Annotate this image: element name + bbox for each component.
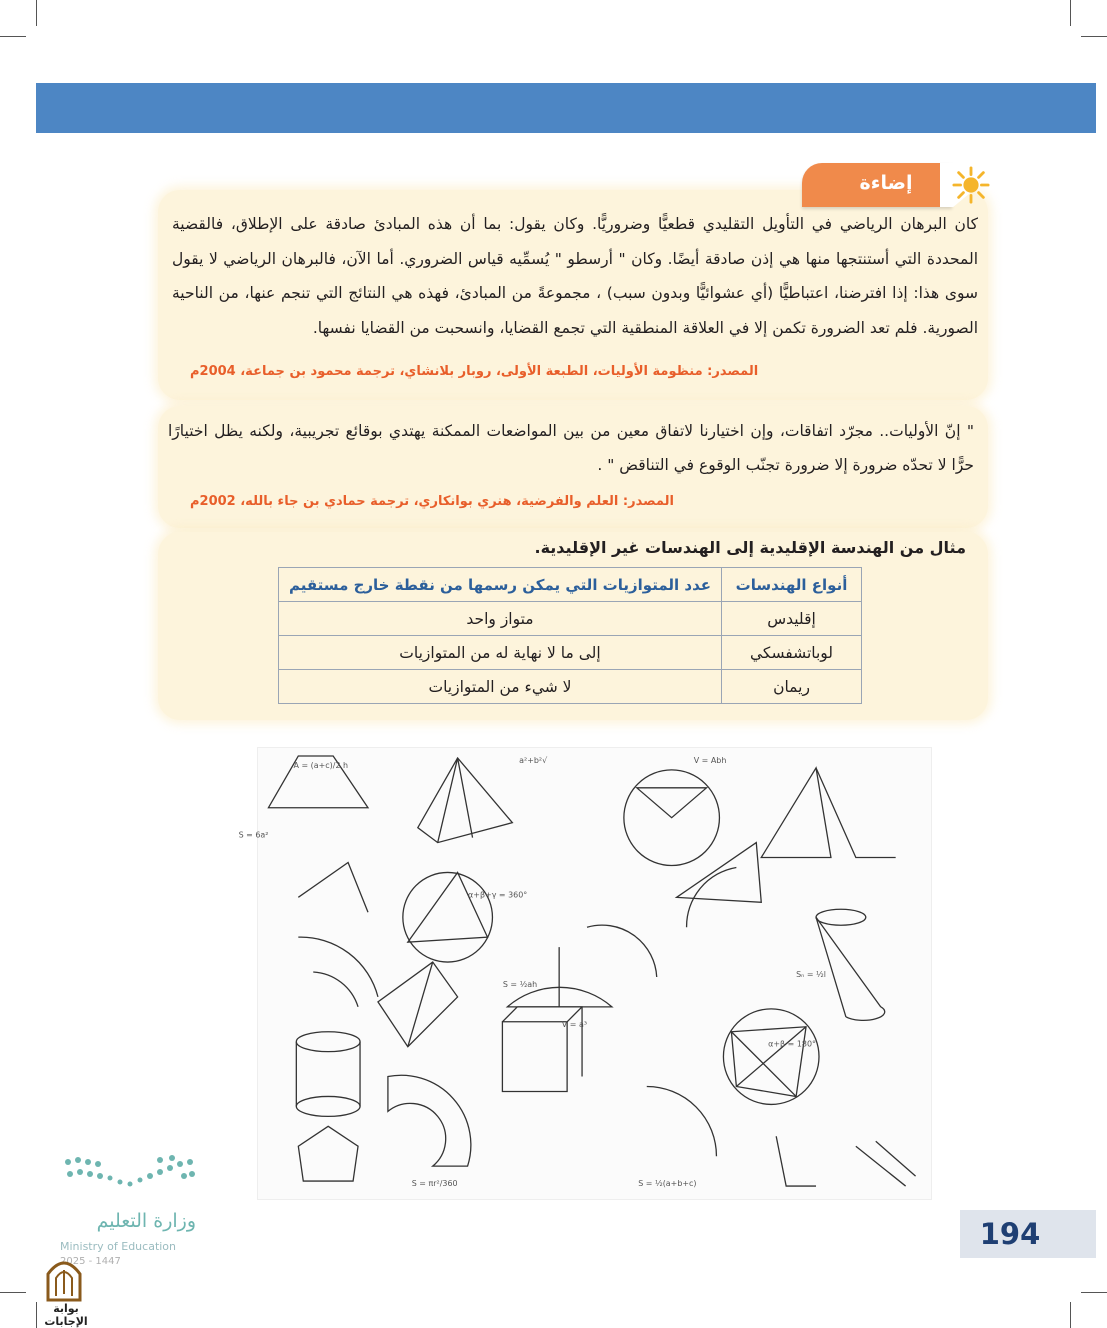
portal-logo-icon xyxy=(44,1256,84,1302)
sun-icon xyxy=(952,166,990,204)
geometries-table xyxy=(278,567,862,704)
cell-type: لوباتشفسكي xyxy=(722,636,862,670)
ministry-name-en: Ministry of Education xyxy=(60,1240,177,1253)
callout-tag-label: إضاءة xyxy=(859,172,913,194)
svg-text:√a²+b²: √a²+b² xyxy=(519,755,548,765)
svg-text:S = πr²/360: S = πr²/360 xyxy=(411,1179,458,1189)
header-type: أنواع الهندسات xyxy=(722,568,862,602)
crop-mark xyxy=(1070,1302,1071,1328)
geometry-sketch-image xyxy=(238,747,932,1200)
cell-parallels: لا شيء من المتوازيات xyxy=(279,670,722,704)
table-header-row xyxy=(279,568,862,602)
crop-mark xyxy=(0,36,26,37)
ministry-year: 2025 - 1447 xyxy=(60,1256,121,1267)
cell-parallels: إلى ما لا نهاية له من المتوازيات xyxy=(279,636,722,670)
table-row xyxy=(279,602,862,636)
svg-text:α+β = 180°: α+β = 180° xyxy=(768,1039,817,1049)
svg-text:V = Abh: V = Abh xyxy=(693,755,727,765)
page-number: 194 xyxy=(979,1217,1041,1251)
svg-text:S = 6a²: S = 6a² xyxy=(238,830,269,840)
table-row xyxy=(279,670,862,704)
cell-type: إقليدس xyxy=(722,602,862,636)
table-title: مثال من الهندسة الإقليدية إلى الهندسات غير الإقليدية. xyxy=(534,538,966,557)
header-band xyxy=(36,83,1096,133)
svg-text:S = ½(a+b+c): S = ½(a+b+c) xyxy=(638,1179,697,1189)
svg-text:A = (a+c)/2 h: A = (a+c)/2 h xyxy=(293,760,349,770)
svg-text:S = ½ah: S = ½ah xyxy=(502,979,538,989)
portal-label: بوابة الإجابات xyxy=(44,1302,88,1328)
cell-parallels: متواز واحد xyxy=(279,602,722,636)
callout-source: المصدر: منظومة الأوليات، الطبعة الأولى، روبار بلانشاي، ترجمة محمود بن جماعة، 2004م xyxy=(190,364,759,379)
ministry-logo-icon xyxy=(60,1152,200,1202)
crop-mark xyxy=(36,0,37,26)
svg-text:V = a³: V = a³ xyxy=(561,1019,588,1029)
crop-mark xyxy=(1070,0,1071,26)
svg-text:α+β+γ = 360°: α+β+γ = 360° xyxy=(468,890,528,900)
ministry-name-ar: وزارة التعليم xyxy=(96,1210,196,1232)
table-row xyxy=(279,636,862,670)
crop-mark xyxy=(0,1292,26,1293)
header-parallels: عدد المتوازيات التي يمكن رسمها من نقطة خارج مستقيم xyxy=(279,568,722,602)
quote-source: المصدر: العلم والفرضية، هنري بوانكاري، ترجمة حمادي بن جاء بالله، 2002م xyxy=(190,494,674,509)
crop-mark xyxy=(1081,1292,1107,1293)
crop-mark xyxy=(1081,36,1107,37)
svg-text:Sₙ = ½l: Sₙ = ½l xyxy=(796,969,826,979)
cell-type: ريمان xyxy=(722,670,862,704)
callout-paragraph: كان البرهان الرياضي في التأويل التقليدي قطعيًّا وضروريًّا. وكان يقول: بما أن هذه المبادئ صادقة على الإطلاق، فالقضية المحددة التي أستنتجها منها هي إذن صادقة أيضًا. وكان " أرسطو " يُسمِّيه قياس الضروري. أما الآن، فالبرهان الرياضي لا يقول سوى هذا: إذا افترضنا، اعتباطيًّا (أي عشوائيًّا وبدون سبب) ، مجموعةً من المبادئ، فهذه هي النتائج التي تنجم عنها، من الناحية الصورية. فلم تعد الضرورة تكمن إلا في العلاقة المنطقية التي تجمع القضايا، وانسحبت من القضايا نفسها. xyxy=(172,215,978,337)
quote-paragraph: " إنّ الأوليات.. مجرّد اتفاقات، وإن اختيارنا لاتفاق معين من بين المواضعات الممكنة يهتدي بوقائع تجريبية، ولكنه يظل اختيارًا حرًّا لا تحدّه ضرورة إلا ضرورة تجنّب الوقوع في التناقض " . xyxy=(168,422,974,474)
